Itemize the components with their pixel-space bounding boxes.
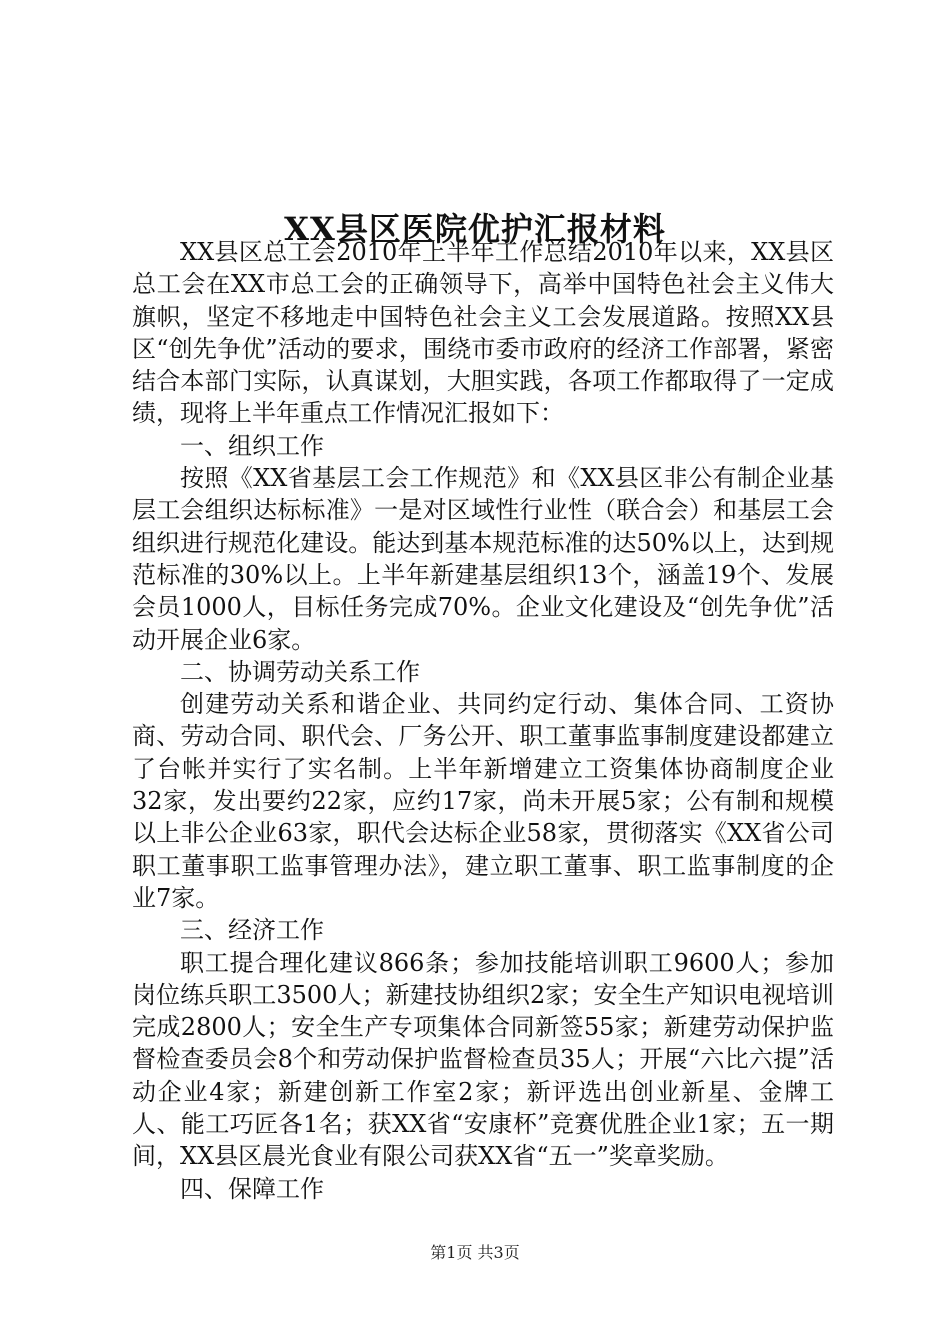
- section-heading-security: 四、保障工作: [180, 1174, 324, 1203]
- section-text-labor-relations: 创建劳动关系和谐企业、共同约定行动、集体合同、工资协商、劳动合同、职代会、厂务公开、职工董事监事制度建设都建立了台帐并实行了实名制。上半年新增建立工资集体协商制度企业32家，发出要约22家，应约17家，尚未开展5家；公有制和规模以上非公企业63家，职代会达标企业58家，贯彻落实《XX省公司职工董事职工监事管理办法》，建立职工董事、职工监事制度的企业7家。: [132, 690, 834, 912]
- page-number-footer: 第1页 共3页: [430, 1243, 520, 1262]
- document-title: XX县区医院优护汇报材料: [284, 210, 666, 249]
- section-heading-organization: 一、组织工作: [180, 431, 324, 460]
- intro-paragraph: XX县区总工会2010年上半年工作总结2010年以来，XX县区总工会在XX市总工会的正确领导下，高举中国特色社会主义伟大旗帜，坚定不移地走中国特色社会主义工会发展道路。按照XX县区“创先争优”活动的要求，围绕市委市政府的经济工作部署，紧密结合本部门实际，认真谋划，大胆实践，各项工作都取得了一定成绩，现将上半年重点工作情况汇报如下：: [132, 238, 834, 428]
- section-heading-economic: 三、经济工作: [180, 916, 324, 945]
- section-text-economic: 职工提合理化建议866条；参加技能培训职工9600人；参加岗位练兵职工3500人；新建技协组织2家；安全生产知识电视培训完成2800人；安全生产专项集体合同新签55家；新建劳动保护监督检查委员会8个和劳动保护监督检查员35人；开展“六比六提”活动企业4家；新建创新工作室2家；新评选出创业新星、金牌工人、能工巧匠各1名；获XX省“安康杯”竞赛优胜企业1家；五一期间，XX县区晨光食业有限公司获XX省“五一”奖章奖励。: [132, 948, 834, 1171]
- document-body: [132, 236, 834, 1205]
- section-text-organization: 按照《XX省基层工会工作规范》和《XX县区非公有制企业基层工会组织达标标准》一是对区域性行业性（联合会）和基层工会组织进行规范化建设。能达到基本规范标准的达50%以上，达到规范标准的30%以上。上半年新建基层组织13个，涵盖19个、发展会员1000人，目标任务完成70%。企业文化建设及“创先争优”活动开展企业6家。: [132, 464, 834, 654]
- section-heading-labor-relations: 二、协调劳动关系工作: [180, 657, 420, 686]
